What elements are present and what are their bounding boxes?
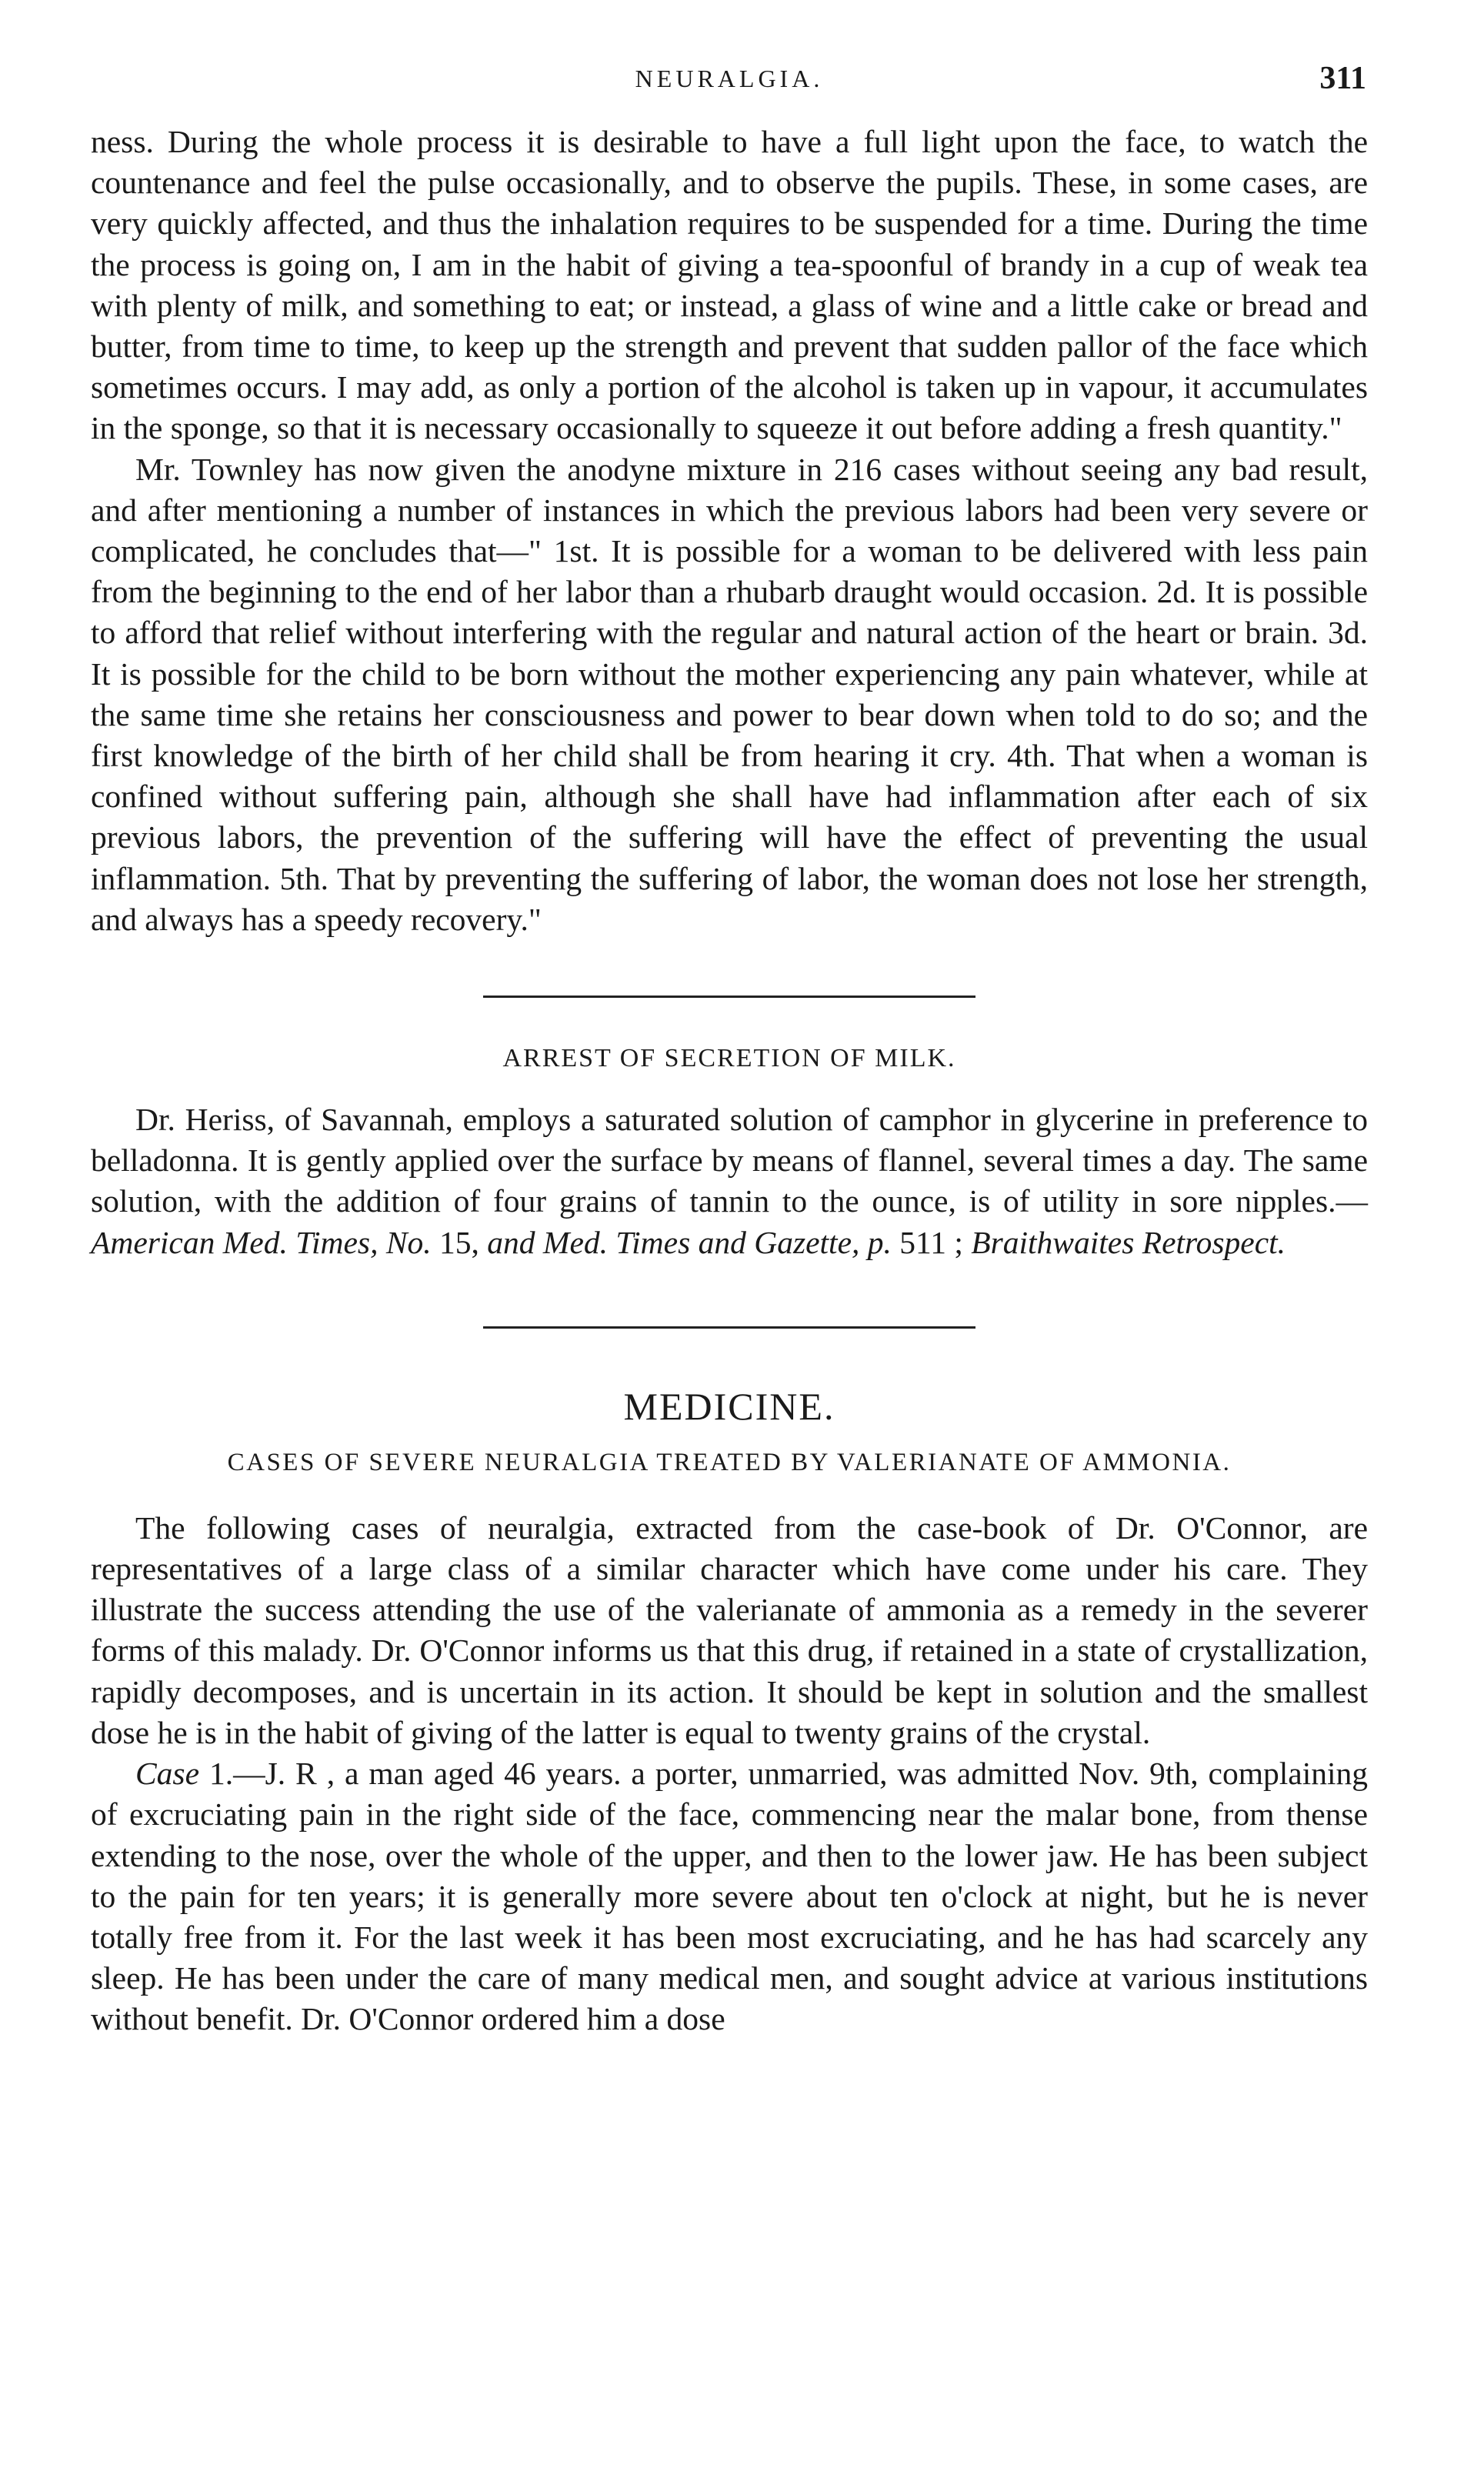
running-title: NEURALGIA. (635, 65, 824, 92)
case-text: 1.—J. R , a man aged 46 years. a porter, unmarried, was admitted Nov. 9th, complaining of excruciating pain in the right side of the face, commencing near the malar bone, from thense extending to the nose, over the whole of the upper, and then to the lower jaw. He has been subject to the pain for ten years; it is generally more severe about ten o'clock at night, but he is never totally free from it. For the last week it has been most excruciating, and he has had scarcely any sleep. He has been under the care of many medical men, and sought advice at various institutions without benefit. Dr. O'Connor ordered him a dose (91, 1756, 1368, 2037)
case-paragraph (91, 1753, 1368, 2039)
section-divider (483, 996, 975, 998)
milk-section-heading: ARREST OF SECRETION OF MILK. (502, 1044, 956, 1073)
citation-journal: American Med. Times, No. (91, 1224, 432, 1260)
case-label: Case (135, 1756, 199, 1792)
continuation-paragraph: ness. During the whole process it is desirable to have a full light upon the face, to watch the countenance and feel the pulse occasionally, and to observe the pupils. These, in some cases, are very quickly affected, and thus the inhalation requires to be suspended for a time. During the time the process is going on, I am in the habit of giving a tea-spoonful of brandy in a cup of weak tea with plenty of milk, and something to eat; or instead, a glass of wine and a little cake or bread and butter, from time to time, to keep up the strength and prevent that sudden pallor of the face which sometimes occurs. I may add, as only a portion of the alcohol is taken up in vapour, it accumulates in the sponge, so that it is necessary occasionally to squeeze it out before adding a fresh quantity." (91, 124, 1368, 446)
book-page (91, 60, 1368, 2040)
townley-paragraph: Mr. Townley has now given the anodyne mixture in 216 cases without seeing any bad result, and after mentioning a number of instances in which the previous labors had been very severe or complicated, he concludes that—" 1st. It is possible for a woman to be delivered with less pain from the beginning to the end of her labor than a rhubarb draught would occasion. 2d. It is possible to afford that relief without interfering with the regular and natural action of the heart or brain. 3d. It is possible for the child to be born without the mother experiencing any pain whatever, while at the same time she retains her consciousness and power to bear down when told to do so; and the first knowledge of the birth of her child shall be from hearing it cry. 4th. That when a woman is confined without suffering pain, although she shall have had inflammation after each of six previous labors, the prevention of the suffering will have the effect of preventing the usual inflammation. 5th. That by preventing the suffering of labor, the woman does not lose her strength, and always has a speedy recovery." (91, 451, 1368, 937)
citation-gazette: and Med. Times and Gazette, p. (487, 1224, 892, 1260)
section-divider (483, 1326, 975, 1329)
running-head (91, 60, 1368, 122)
neuralgia-subheading: CASES OF SEVERE NEURALGIA TREATED BY VALERIANATE OF AMMONIA. (227, 1448, 1232, 1476)
citation-issue: 15, (431, 1224, 488, 1260)
milk-body-text: Dr. Heriss, of Savannah, employs a saturated solution of camphor in glycerine in preference to belladonna. It is gently applied over the surface by means of flannel, several times a day. The same solution, with the addition of four grains of tannin to the ounce, is of utility in sore nipples.— (91, 1102, 1368, 1219)
citation-retrospect: Braithwaites Retrospect. (971, 1224, 1286, 1260)
page-number: 311 (1319, 61, 1366, 96)
milk-paragraph (91, 1099, 1368, 1263)
neuralgia-intro-paragraph: The following cases of neuralgia, extracted from the case-book of Dr. O'Connor, are representatives of a large class of a similar character which have come under his care. They illustrate the success attending the use of the valerianate of ammonia as a remedy in the severer forms of this malady. Dr. O'Connor informs us that this drug, if retained in a state of crystallization, rapidly decomposes, and is uncertain in its action. It should be kept in solution and the smallest dose he is in the habit of giving of the latter is equal to twenty grains of the crystal. (91, 1509, 1368, 1750)
citation-page: 511 ; (891, 1224, 972, 1260)
medicine-heading: MEDICINE. (623, 1384, 835, 1428)
